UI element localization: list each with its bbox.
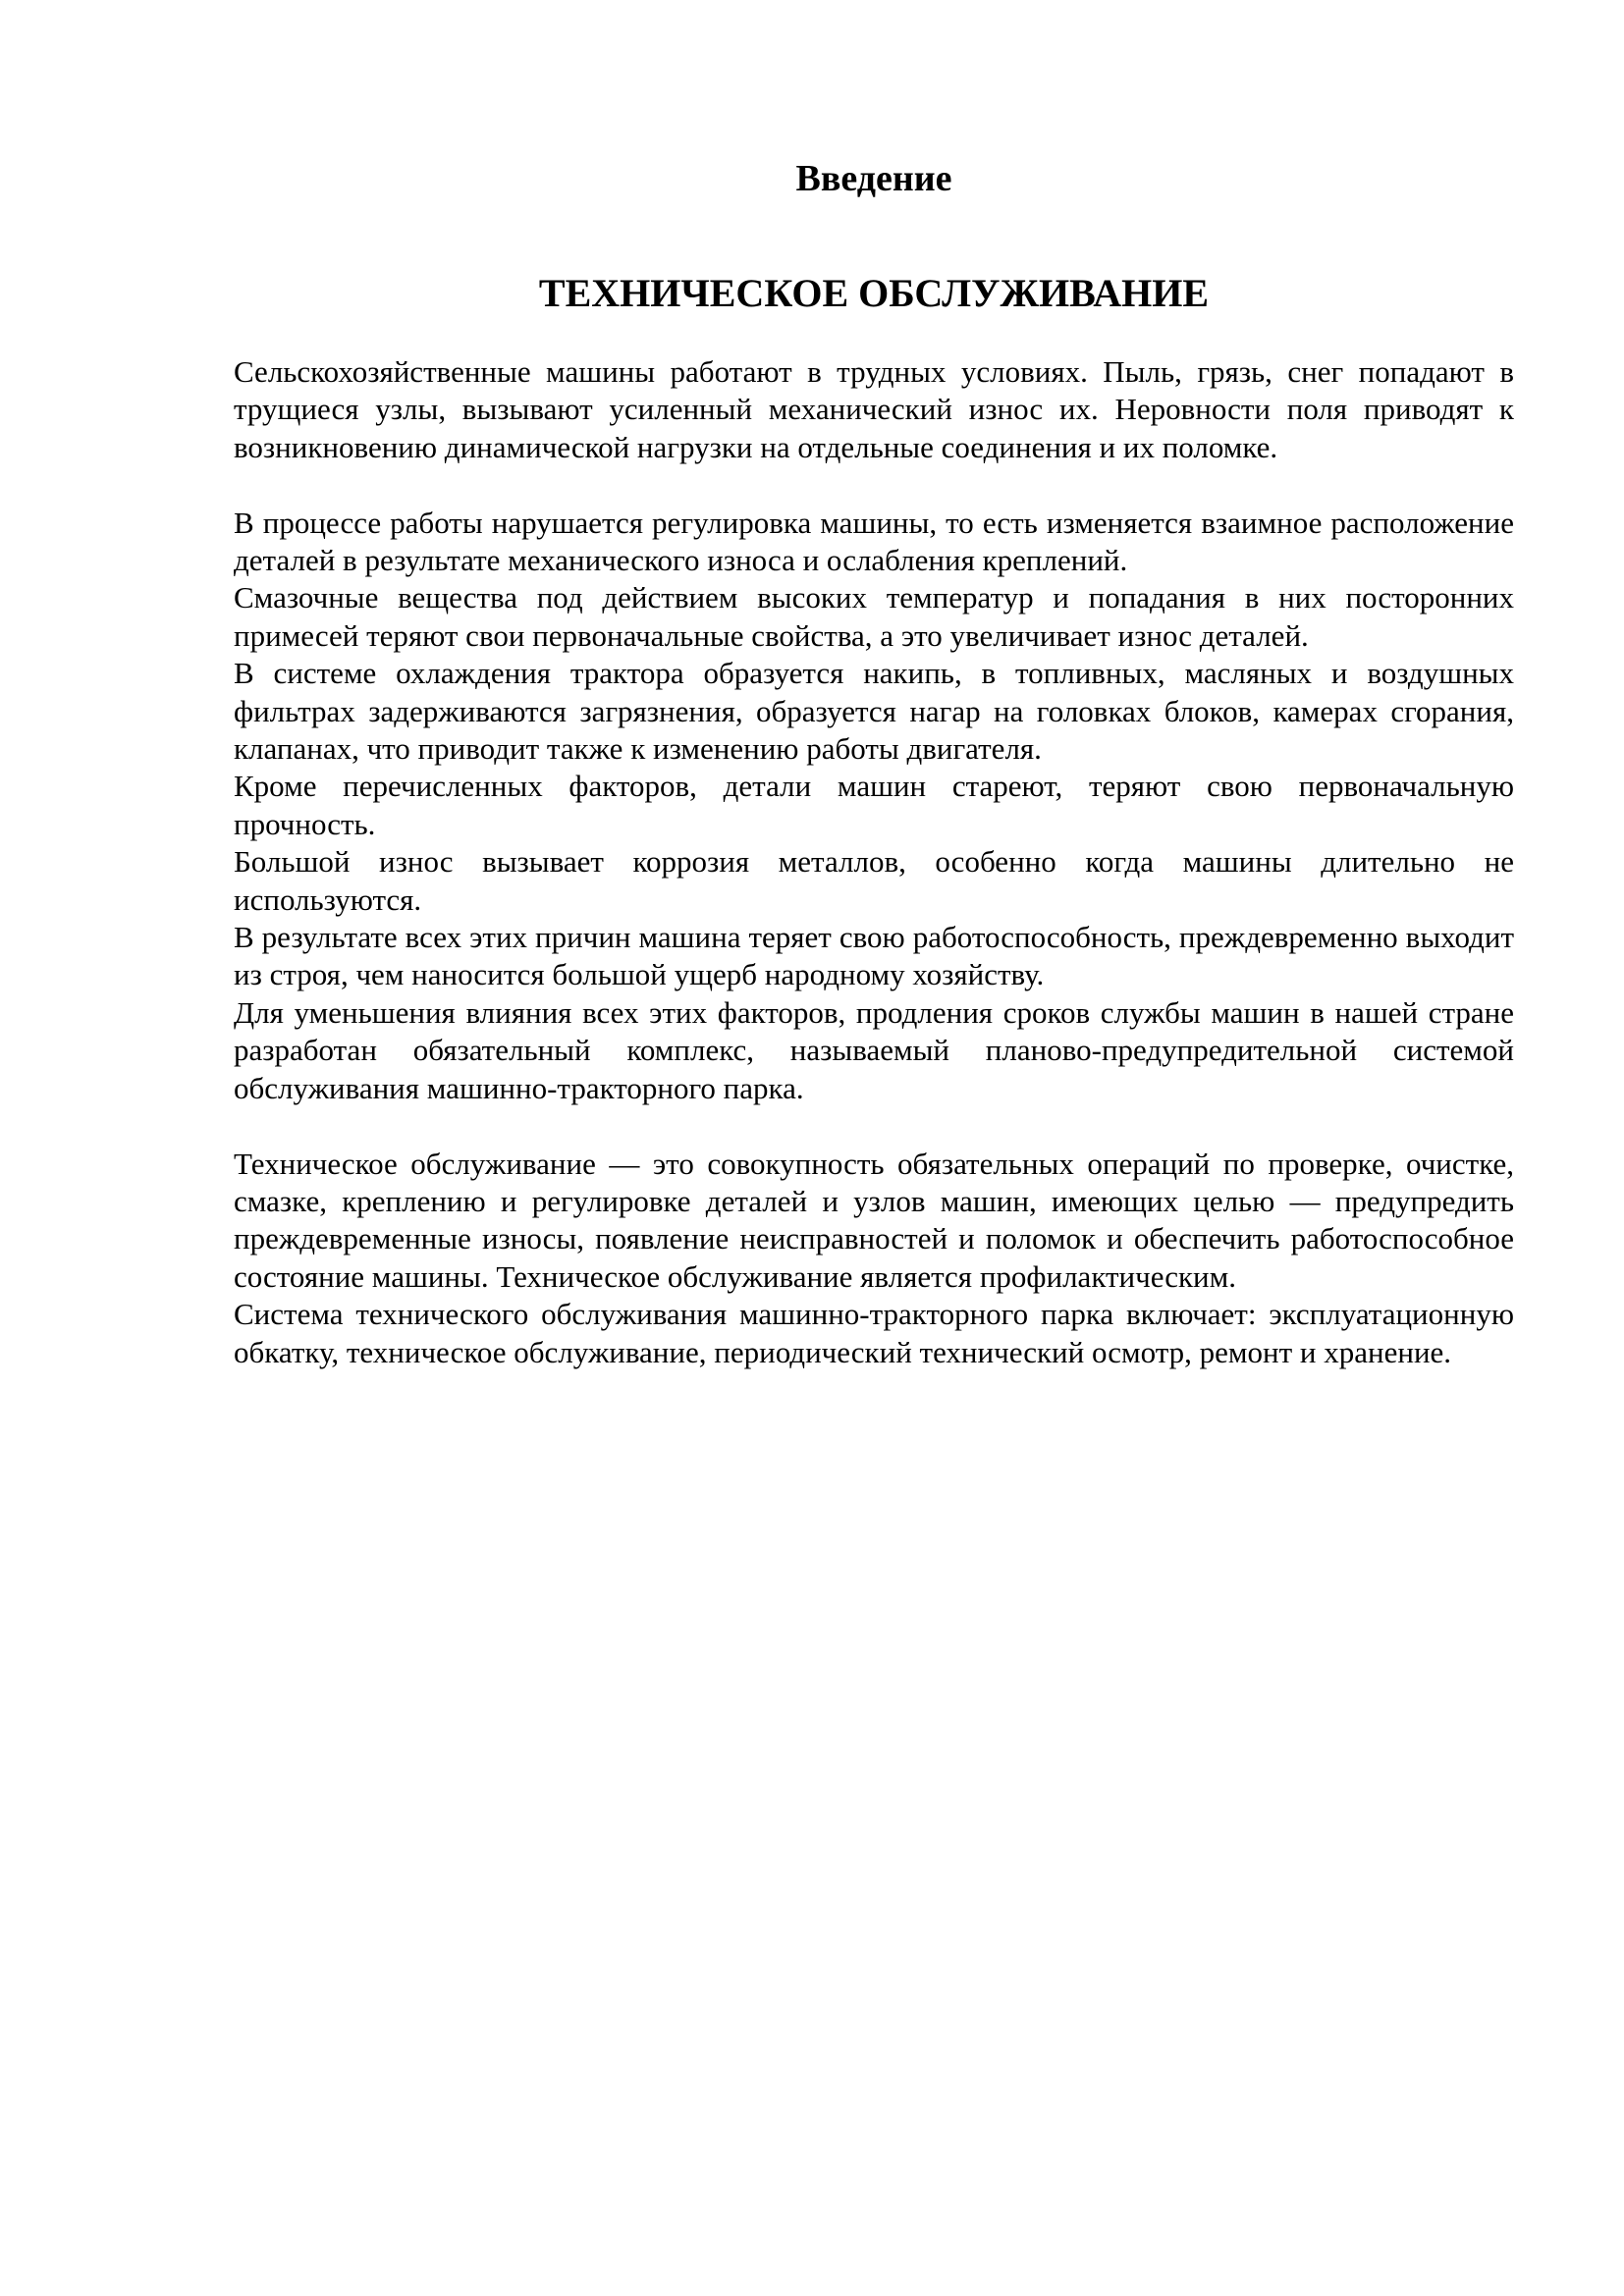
paragraph-maintenance-system: Для уменьшения влияния всех этих факторов, продления сроков службы машин в нашей стране разработан обязательный комплекс, называемый планово-предупредительной системой обслуживания машинно-тракторного парка. (234, 994, 1514, 1105)
paragraph-consequences: В результате всех этих причин машина теряет свою работоспособность, преждевременно выходит из строя, чем наносится большой ущерб народному хозяйству. (234, 920, 1514, 992)
section-heading: ТЕХНИЧЕСКОЕ ОБСЛУЖИВАНИЕ (538, 271, 1210, 315)
paragraph-cooling-system: В системе охлаждения трактора образуется накипь, в топливных, масляных и воздушных фильтрах задерживаются загрязнения, образуется нагар на головках блоков, камерах сгорания, клапанах, что приводит также к изменению работы двигателя. (234, 656, 1514, 767)
paragraph-lubricants: Смазочные вещества под действием высоких температур и попадания в них посторонних примесей теряют свои первоначальные свойства, а это увеличивает износ деталей. (234, 580, 1514, 653)
paragraph-working-conditions: Сельскохозяйственные машины работают в трудных условиях. Пыль, грязь, снег попадают в трущиеся узлы, вызывают усиленный механический износ их. Неровности поля приводят к возникновению динамической нагрузки на отдельные соединения и их поломке. (234, 354, 1514, 464)
paragraph-adjustment: В процессе работы нарушается регулировка машины, то есть изменяется взаимное расположение деталей в результате механического износа и ослабления креплений. (234, 505, 1514, 578)
paragraph-corrosion: Большой износ вызывает коррозия металлов, особенно когда машины длительно не используются. (234, 844, 1514, 917)
paragraph-definition: Техническое обслуживание — это совокупность обязательных операций по проверке, очистке, смазке, креплению и регулировке деталей и узлов машин, имеющих целью — предупредить преждевременные износы, появление неисправностей и поломок и обеспечить работоспособное состояние машины. Техническое обслуживание является профилактическим. (234, 1146, 1514, 1294)
paragraph-aging: Кроме перечисленных факторов, детали машин стареют, теряют свою первоначальную прочность. (234, 769, 1514, 841)
intro-heading: Введение (795, 158, 952, 199)
paragraph-system-contents: Система технического обслуживания машинно-тракторного парка включает: эксплуатационную обкатку, техническое обслуживание, периодический технический осмотр, ремонт и хранение. (234, 1297, 1514, 1369)
body-text (234, 353, 1514, 1371)
